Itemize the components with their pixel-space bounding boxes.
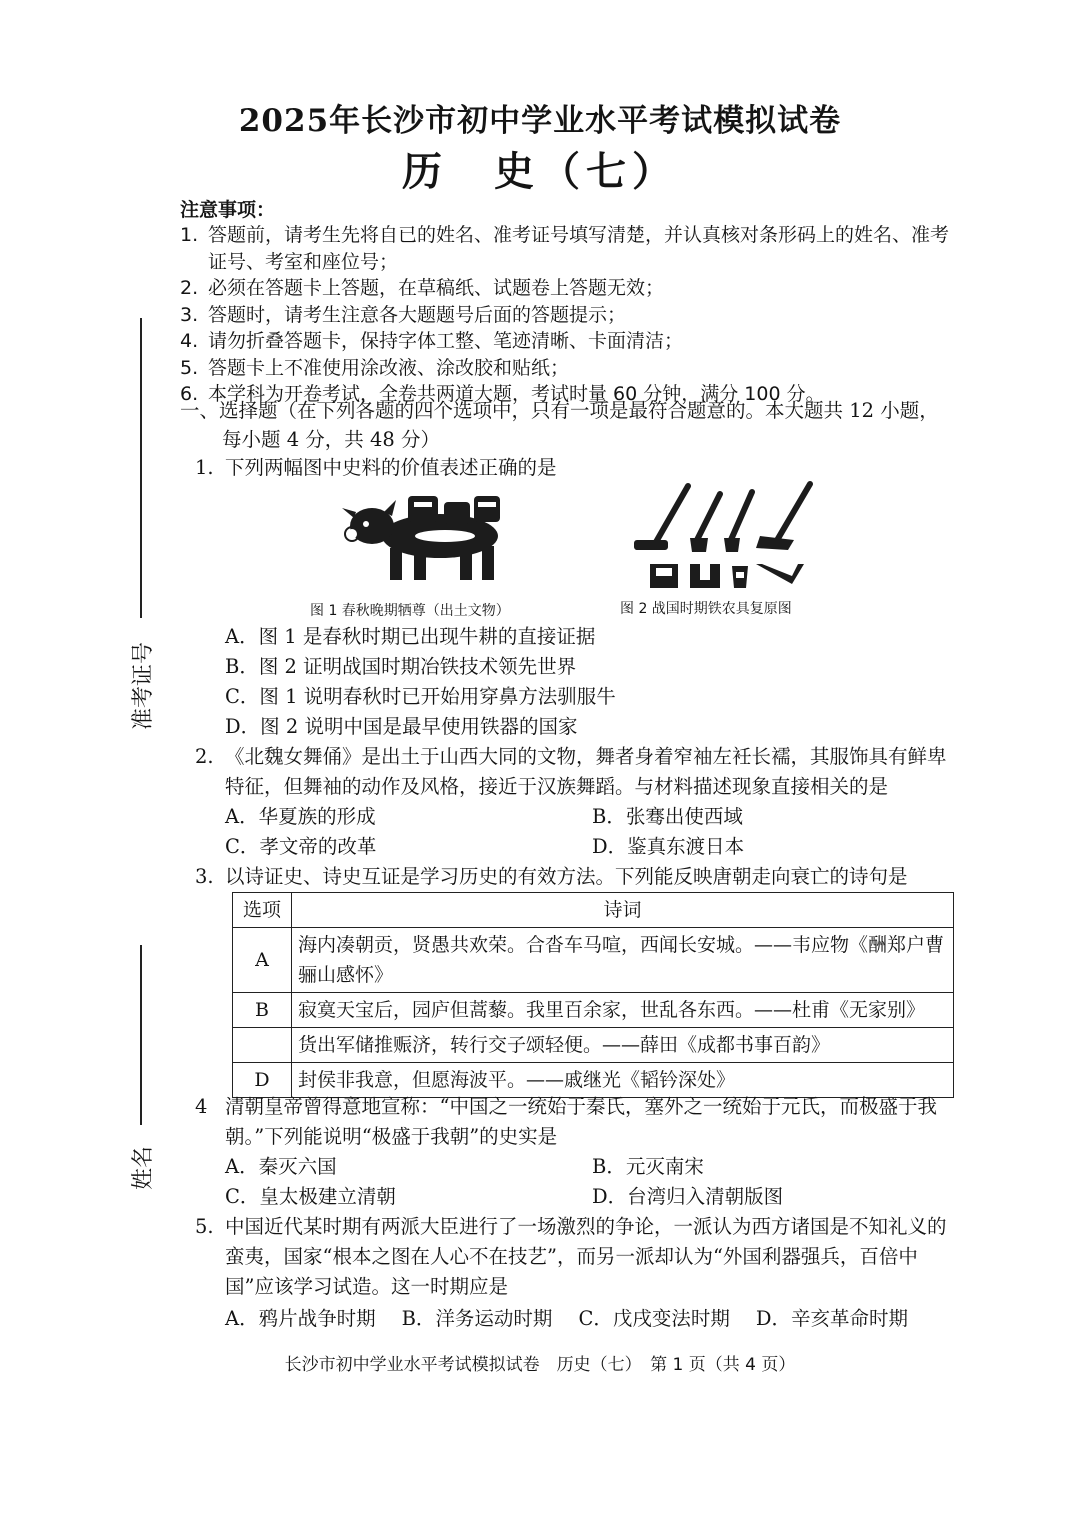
option-d: D．图 2 说明中国是最早使用铁器的国家 [225,715,578,738]
option-c: C．图 1 说明春秋时已开始用穿鼻方法驯服牛 [225,685,616,708]
table-cell-poem: 寂寞天宝后，园庐但蒿藜。我里百余家，世乱各东西。——杜甫《无家别》 [292,993,954,1028]
option-d: D．鉴真东渡日本 [592,835,745,858]
option-a: A．华夏族的形成 [225,805,376,828]
question-1 [195,453,960,483]
question-5 [195,1212,960,1334]
name-line [140,945,142,1125]
option-a: A．秦灭六国 [225,1155,337,1178]
notice-title: 注意事项： [180,199,276,221]
table-row [233,993,954,1028]
table-cell-option: D [233,1063,292,1098]
table-cell-option [233,1028,292,1063]
question-stem: 以诗证史、诗史互证是学习历史的有效方法。下列能反映唐朝走向衰亡的诗句是 [225,865,908,888]
table-header-row [233,893,954,928]
question-stem: 中国近代某时期有两派大臣进行了一场激烈的争论，一派认为西方诸国是不知礼义的蛮夷，国家“根本之图在人心不在技艺”，而另一派却认为“外国利器强兵，百倍中国”应该学习试造。这一时期应是 [225,1215,947,1298]
question-1-options [195,622,960,742]
option-c: C．皇太极建立清朝 [225,1185,396,1208]
option-b: B．张骞出使西域 [592,805,743,828]
table-header-option: 选项 [233,893,292,928]
poem-table [232,892,954,1098]
table-cell-poem: 货出军储推赈济，转行交子颂轻便。——薛田《成都书事百韵》 [292,1028,954,1063]
section-heading-line1: 一、选择题（在下列各题的四个选项中，只有一项是最符合题意的。本大题共 12 小题， [180,399,939,422]
question-3 [195,862,960,892]
exam-id-line [140,318,142,618]
notice-item: 6. 本学科为开卷考试，全卷共两道大题，考试时量 60 分钟，满分 100 分。 [180,383,825,405]
option-d: D．台湾归入清朝版图 [592,1185,784,1208]
question-stem: 下列两幅图中史料的价值表述正确的是 [225,456,557,479]
option-d: D．辛亥革命时期 [755,1307,908,1330]
option-a: A．图 1 是春秋时期已出现牛耕的直接证据 [225,625,596,648]
page-footer: 长沙市初中学业水平考试模拟试卷 历史（七） 第 1 页（共 4 页） [284,1355,796,1375]
notice-item: 2. 必须在答题卡上答题，在草稿纸、试题卷上答题无效； [180,277,665,299]
question-number: 4 [195,1095,208,1118]
table-row [233,1028,954,1063]
iron-farm-tools-image [628,480,816,592]
table-row [233,928,954,993]
notice-item: 1. 答题前，请考生先将自已的姓名、准考证号填写清楚，并认真核对条形码上的姓名、准考证号、考室和座位号； [180,224,950,273]
question-number: 5. [195,1215,214,1238]
notice-item: 5. 答题卡上不准使用涂改液、涂改胶和贴纸； [180,356,570,379]
table-header-poem: 诗词 [292,893,954,928]
section-heading [180,396,960,454]
question-number: 3. [195,865,214,888]
question-number: 1. [195,456,214,479]
question-4 [195,1092,960,1212]
option-b: B．洋务运动时期 [401,1307,553,1330]
option-c: C．戊戌变法时期 [578,1307,730,1330]
table-cell-poem: 封侯非我意，但愿海波平。——戚继光《韬钤深处》 [292,1063,954,1098]
bronze-ox-zun-image [340,488,512,588]
exam-id-label: 准考证号 [131,641,156,730]
figure-2-caption: 图 2 战国时期铁农具复原图 [620,601,792,617]
notice-item: 4. 请勿折叠答题卡，保持字体工整、笔迹清晰、卡面清洁； [180,330,684,352]
table-cell-option: A [233,928,292,993]
section-heading-line2: 每小题 4 分，共 48 分） [222,428,441,451]
question-2 [195,742,960,862]
option-a: A．鸦片战争时期 [225,1307,376,1330]
name-label: 姓名 [131,1145,156,1190]
exam-subtitle: 历 史（七） [402,148,678,195]
table-cell-option: B [233,993,292,1028]
question-stem: 清朝皇帝曾得意地宣称：“中国之一统始于秦氏，塞外之一统始于元氏，而极盛于我朝。”下列能说明“极盛于我朝”的史实是 [225,1095,937,1148]
notice-list [180,222,960,408]
table-cell-poem: 海内凑朝贡，贤愚共欢荣。合沓车马喧，西闻长安城。——韦应物《酬郑户曹骊山感怀》 [292,928,954,993]
notice-item: 3. 答题时，请考生注意各大题题号后面的答题提示； [180,303,627,326]
exam-title: 2025年长沙市初中学业水平考试模拟试卷 [238,103,842,139]
question-number: 2. [195,745,214,768]
option-b: B．图 2 证明战国时期冶铁技术领先世界 [225,655,577,678]
option-b: B．元灭南宋 [592,1155,704,1178]
figure-1-caption: 图 1 春秋晚期牺尊（出土文物） [310,603,510,619]
question-stem: 《北魏女舞俑》是出土于山西大同的文物，舞者身着窄袖左衽长襦，其服饰具有鲜卑特征，但舞袖的动作及风格，接近于汉族舞蹈。与材料描述现象直接相关的是 [225,745,947,798]
option-c: C．孝文帝的改革 [225,835,377,858]
